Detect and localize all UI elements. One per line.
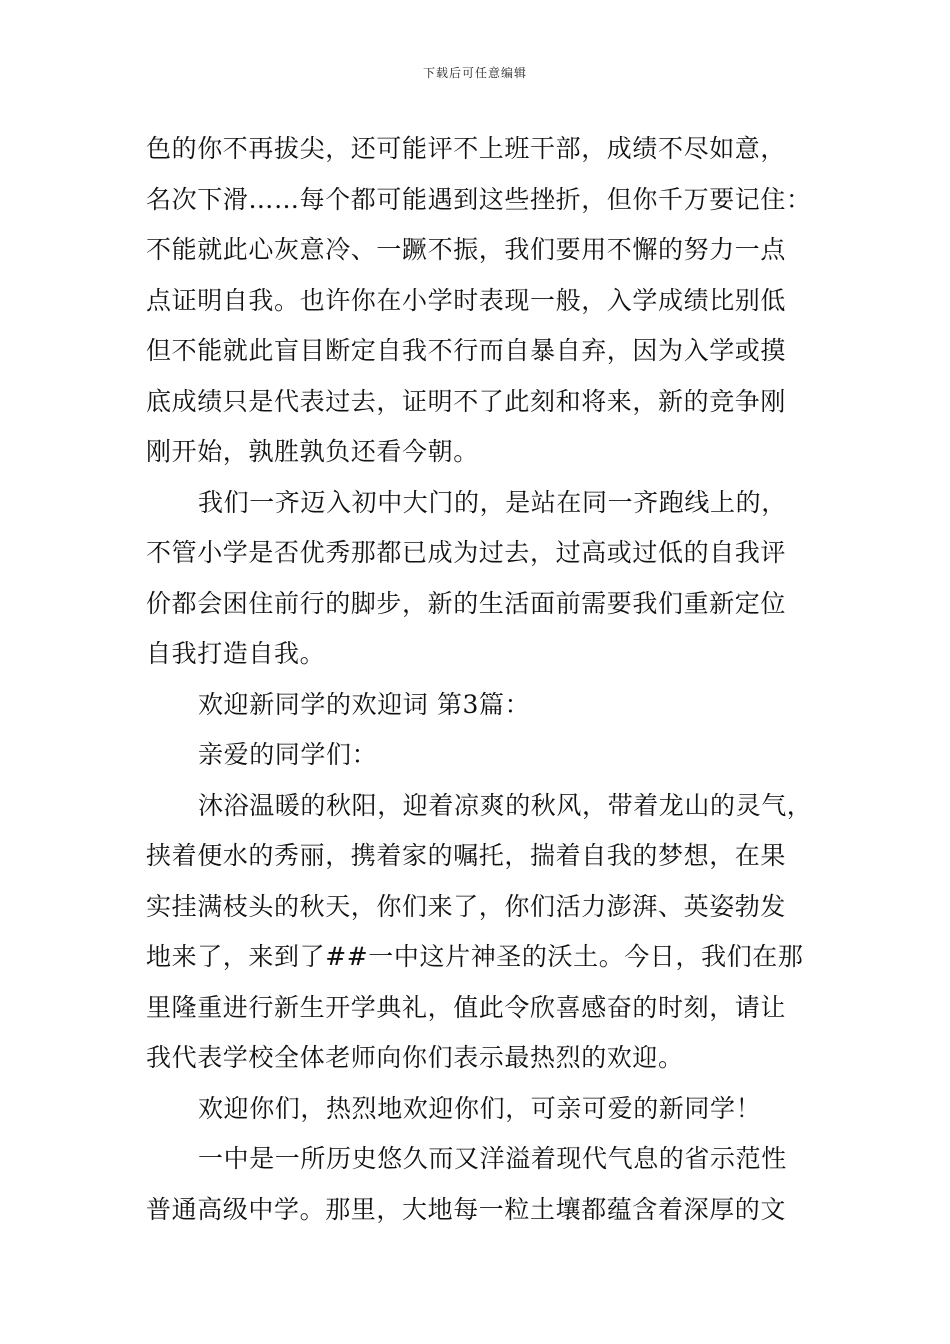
document-body — [146, 124, 826, 1235]
salutation: 亲爱的同学们： — [198, 740, 378, 769]
section-title: 欢迎新同学的欢迎词 第3篇： — [198, 689, 531, 719]
text-line: 点证明自我。也许你在小学时表现一般，入学成绩比别低 — [146, 285, 787, 315]
paragraph-start-line: 一中是一所历史悠久而又洋溢着现代气息的省示范性 — [198, 1144, 787, 1173]
paragraph-start-line: 沐浴温暖的秋阳，迎着凉爽的秋风，带着龙山的灵气， — [198, 790, 813, 820]
paragraph-start-line: 我们一齐迈入初中大门的，是站在同一齐跑线上的， — [198, 487, 787, 517]
text-line: 但不能就此盲目断定自我不行而自暴自弃，因为入学或摸 — [146, 336, 787, 365]
paragraph-start-line: 欢迎你们，热烈地欢迎你们，可亲可爱的新同学！ — [198, 1093, 762, 1123]
text-line: 价都会困住前行的脚步，新的生活面前需要我们重新定位 — [146, 588, 787, 618]
text-line: 不管小学是否优秀那都已成为过去，过高或过低的自我评 — [146, 538, 787, 567]
text-line: 我代表学校全体老师向你们表示最热烈的欢迎。 — [146, 1043, 684, 1072]
text-line: 里隆重进行新生开学典礼，值此令欣喜感奋的时刻，请让 — [146, 992, 787, 1022]
text-line: 实挂满枝头的秋天，你们来了，你们活力澎湃、英姿勃发 — [146, 891, 787, 921]
text-line: 底成绩只是代表过去，证明不了此刻和将来，新的竞争刚 — [146, 386, 787, 416]
text-line: 不能就此心灰意冷、一蹶不振，我们要用不懈的努力一点 — [146, 235, 787, 264]
text-line: 自我打造自我。 — [146, 639, 326, 668]
text-line: 地来了，来到了##一中这片神圣的沃土。今日，我们在那 — [146, 942, 804, 971]
text-line: 刚开始，孰胜孰负还看今朝。 — [146, 437, 479, 466]
text-line: 名次下滑……每个都可能遇到这些挫折，但你千万要记住： — [146, 184, 812, 214]
text-line: 普通高级中学。那里，大地每一粒土壤都蕴含着深厚的文 — [146, 1194, 787, 1224]
text-line: 挟着便水的秀丽，携着家的嘱托，揣着自我的梦想，在果 — [146, 841, 787, 870]
page-header: 下载后可任意编辑 — [422, 66, 527, 80]
text-line: 色的你不再拔尖，还可能评不上班干部，成绩不尽如意， — [146, 134, 787, 163]
